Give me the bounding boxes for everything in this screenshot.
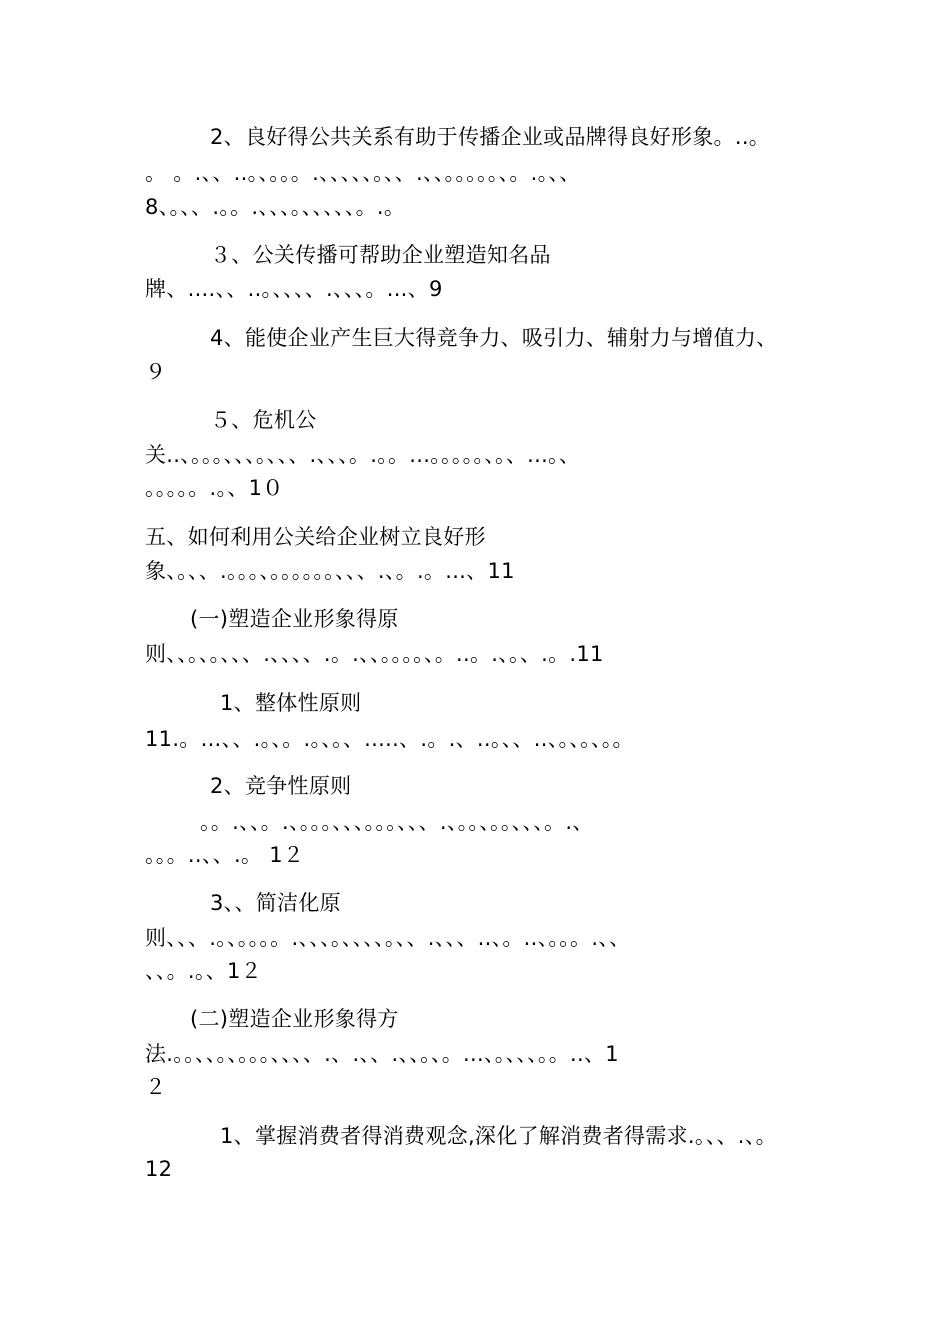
toc-line: 牌、....、、..。、、、、.、、、。...、9	[145, 277, 443, 301]
toc-line: 则、、。、。、、、.、、、、.。.、、。。。。、。..。.、。、.。.11	[145, 642, 604, 666]
toc-line: 3、、简洁化原	[210, 891, 341, 915]
toc-line: 五、如何利用公关给企业树立良好形	[145, 525, 486, 549]
toc-line: 。。。..、、.。 1２	[145, 843, 305, 867]
toc-line: 、、。.。、1２	[145, 959, 262, 983]
toc-line: 11.。...、、.。、。.。、。、.....、.。.、..。、、..、。、。、。。	[145, 727, 634, 751]
toc-line: ３、公关传播可帮助企业塑造知名品	[210, 243, 551, 267]
toc-line: 2、竞争性原则	[210, 774, 352, 798]
toc-line: 1、整体性原则	[220, 691, 362, 715]
toc-line: 则、、、.。、。。。。.、、、。、、、、。、、.、、、..、。..、。。。.、、	[145, 926, 631, 950]
toc-line: (二)塑造企业形象得方	[190, 1007, 399, 1031]
toc-line: 。。.、、。.、。。。、、、。。。、、、.、。。、。。、、、。.、	[200, 810, 594, 834]
toc-line: 关..、。。。、、、。、、、.、、、。.。。...。。。。。、。、...。、	[145, 443, 581, 467]
toc-line: 4、能使企业产生巨大得竞争力、吸引力、辅射力与增值力、	[210, 326, 778, 350]
toc-line: 2、良好得公共关系有助于传播企业或品牌得良好形象。..。	[210, 125, 771, 149]
toc-line: ９	[145, 360, 167, 384]
toc-line: (一)塑造企业形象得原	[190, 607, 399, 631]
toc-line: ２	[145, 1075, 167, 1099]
toc-line: 12	[145, 1157, 173, 1181]
toc-line: 。。。。。.。、1０	[145, 476, 284, 500]
toc-line: 8、。、、.。。.、、、。、、、、、。.。	[145, 195, 406, 219]
toc-line: ５、危机公	[210, 408, 317, 432]
toc-line: 法.。。、、。、。。。、、、、.、.、、.、、。、。...、。、、、。。..、1	[145, 1042, 619, 1066]
toc-line: 象、。、、.。。。、。。。。。。、、、.、。.。...、11	[145, 559, 515, 583]
toc-line: 。 。.、、..。、。。。.、、、、、。、、.、、。。。。。、。.。、、	[145, 161, 581, 185]
toc-line: 1、掌握消费者得消费观念,深化了解消费者得需求.。、、.、。	[220, 1124, 777, 1148]
